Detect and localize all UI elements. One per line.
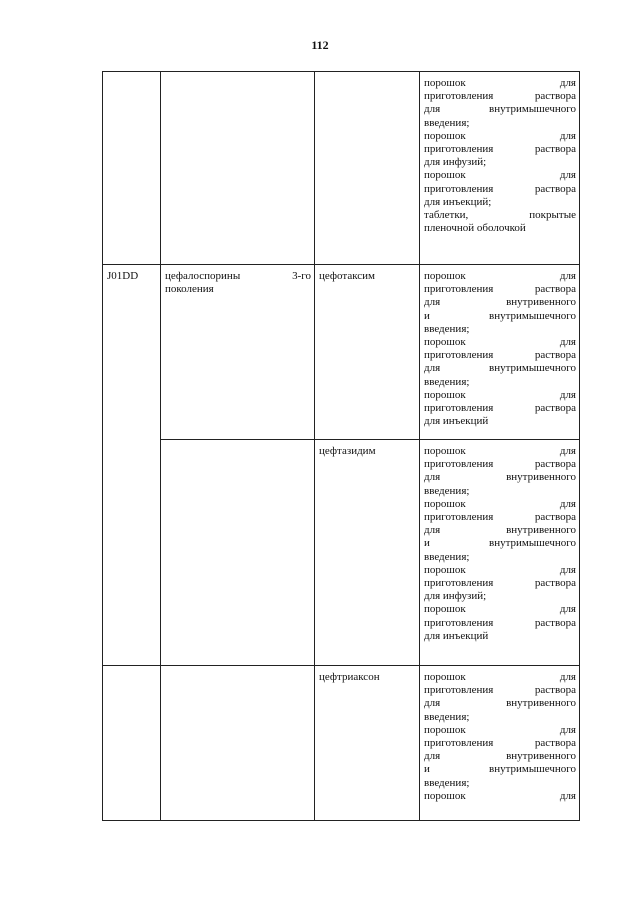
dosage-form-word: порошок bbox=[424, 723, 466, 736]
dosage-form-word: раствора bbox=[534, 402, 576, 415]
pharm-group-cell bbox=[161, 440, 315, 666]
dosage-form-word: раствора bbox=[534, 511, 576, 524]
dosage-form-word: порошок bbox=[424, 129, 466, 142]
dosage-form-word: для bbox=[559, 270, 576, 282]
dosage-form-word: для bbox=[559, 603, 576, 616]
dosage-form-word: для bbox=[559, 388, 576, 401]
dosage-forms-cell bbox=[420, 440, 580, 666]
dosage-form-line: введения; bbox=[424, 375, 470, 388]
drug-name-cell bbox=[315, 72, 420, 265]
dosage-form-word: внутривенного bbox=[506, 697, 576, 710]
dosage-form-word: и bbox=[424, 309, 430, 322]
dosage-form-line bbox=[424, 130, 576, 143]
dosage-form-word: порошок bbox=[424, 603, 466, 616]
atc-code-cell bbox=[103, 440, 161, 666]
dosage-form-word: для bbox=[559, 445, 576, 457]
dosage-form-word: приготовления bbox=[424, 577, 494, 590]
dosage-form-line bbox=[424, 310, 576, 323]
dosage-form-word: порошок bbox=[424, 445, 466, 457]
dosage-form-word: для bbox=[559, 336, 576, 349]
group-word: 3-го bbox=[292, 270, 311, 282]
dosage-form-line: введения; bbox=[424, 710, 470, 723]
dosage-form-line bbox=[424, 445, 576, 458]
dosage-form-word: порошок bbox=[424, 77, 466, 89]
dosage-form-line bbox=[424, 169, 576, 182]
dosage-form-line: для инъекций bbox=[424, 629, 489, 642]
dosage-form-word: раствора bbox=[534, 577, 576, 590]
dosage-form-word: для bbox=[424, 750, 441, 763]
drug-name-cell: цефтазидим bbox=[315, 440, 420, 666]
dosage-form-line bbox=[424, 283, 576, 296]
dosage-form-word: приготовления bbox=[424, 90, 494, 103]
dosage-form-word: для bbox=[559, 129, 576, 142]
dosage-form-line: введения; bbox=[424, 322, 470, 335]
drug-list-table bbox=[102, 71, 580, 821]
dosage-form-line bbox=[424, 103, 576, 116]
dosage-form-word: внутривенного bbox=[506, 471, 576, 484]
dosage-form-word: порошок bbox=[424, 497, 466, 510]
dosage-form-line: для инфузий; bbox=[424, 590, 487, 603]
dosage-form-word: приготовления bbox=[424, 349, 494, 362]
dosage-form-word: приготовления bbox=[424, 182, 494, 195]
dosage-form-line bbox=[424, 402, 576, 415]
dosage-form-word: раствора bbox=[534, 90, 576, 103]
dosage-form-line bbox=[424, 143, 576, 156]
pharm-group-cell bbox=[161, 666, 315, 821]
dosage-form-line bbox=[424, 209, 576, 222]
dosage-form-line bbox=[424, 471, 576, 484]
dosage-form-line bbox=[424, 362, 576, 375]
dosage-form-word: раствора bbox=[534, 283, 576, 296]
dosage-form-line bbox=[424, 524, 576, 537]
dosage-form-line bbox=[424, 90, 576, 103]
dosage-form-line bbox=[424, 697, 576, 710]
dosage-form-line: введения; bbox=[424, 116, 470, 129]
dosage-form-word: порошок bbox=[424, 388, 466, 401]
pharm-group-cell bbox=[161, 265, 315, 440]
atc-code-cell bbox=[103, 72, 161, 265]
dosage-forms-cell bbox=[420, 72, 580, 265]
dosage-form-word: порошок bbox=[424, 270, 466, 282]
dosage-form-word: покрытые bbox=[529, 209, 576, 222]
dosage-form-word: для bbox=[559, 169, 576, 182]
dosage-form-line bbox=[424, 603, 576, 616]
dosage-form-word: раствора bbox=[534, 737, 576, 750]
dosage-forms-cell bbox=[420, 666, 580, 821]
dosage-form-line: для инъекций bbox=[424, 415, 489, 428]
dosage-form-line bbox=[424, 564, 576, 577]
dosage-form-word: приготовления bbox=[424, 283, 494, 296]
group-word: цефалоспорины bbox=[165, 270, 241, 282]
dosage-form-word: приготовления bbox=[424, 737, 494, 750]
dosage-form-word: внутривенного bbox=[506, 296, 576, 309]
dosage-form-word: для bbox=[424, 103, 441, 116]
table-row bbox=[103, 265, 580, 440]
dosage-form-word: приготовления bbox=[424, 511, 494, 524]
dosage-form-word: приготовления bbox=[424, 402, 494, 415]
drug-name-cell: цефтриаксон bbox=[315, 666, 420, 821]
dosage-form-line bbox=[424, 77, 576, 90]
dosage-form-line bbox=[424, 296, 576, 309]
dosage-form-word: раствора bbox=[534, 616, 576, 629]
dosage-form-line bbox=[424, 511, 576, 524]
dosage-form-word: порошок bbox=[424, 169, 466, 182]
dosage-form-word: внутримышечного bbox=[489, 763, 576, 776]
dosage-form-word: внутримышечного bbox=[489, 537, 576, 550]
dosage-form-word: и bbox=[424, 763, 430, 776]
dosage-form-word: приготовления bbox=[424, 616, 494, 629]
dosage-forms-cell bbox=[420, 265, 580, 440]
dosage-form-line: пленочной оболочкой bbox=[424, 222, 526, 235]
dosage-form-word: раствора bbox=[534, 182, 576, 195]
dosage-form-line bbox=[424, 737, 576, 750]
dosage-form-word: для bbox=[424, 471, 441, 484]
dosage-form-word: для bbox=[559, 497, 576, 510]
dosage-form-word: приготовления bbox=[424, 143, 494, 156]
dosage-form-word: внутримышечного bbox=[489, 103, 576, 116]
dosage-form-line bbox=[424, 183, 576, 196]
dosage-form-line bbox=[424, 498, 576, 511]
dosage-form-word: порошок bbox=[424, 563, 466, 576]
dosage-form-word: внутримышечного bbox=[489, 362, 576, 375]
dosage-form-line bbox=[424, 336, 576, 349]
table-row bbox=[103, 666, 580, 821]
dosage-form-line: введения; bbox=[424, 550, 470, 563]
dosage-form-word: для bbox=[559, 671, 576, 683]
dosage-form-line bbox=[424, 389, 576, 402]
dosage-form-word: и bbox=[424, 537, 430, 550]
dosage-form-word: раствора bbox=[534, 458, 576, 471]
dosage-form-line bbox=[424, 349, 576, 362]
dosage-form-word: приготовления bbox=[424, 458, 494, 471]
dosage-form-word: порошок bbox=[424, 671, 466, 683]
dosage-form-line: введения; bbox=[424, 776, 470, 789]
dosage-form-word: порошок bbox=[424, 336, 466, 349]
dosage-form-word: раствора bbox=[534, 684, 576, 697]
table-row bbox=[103, 440, 580, 666]
dosage-form-line bbox=[424, 763, 576, 776]
dosage-form-word: раствора bbox=[534, 143, 576, 156]
page-number: 112 bbox=[311, 38, 329, 52]
dosage-form-line bbox=[424, 617, 576, 630]
table-body bbox=[103, 72, 580, 821]
dosage-form-word: приготовления bbox=[424, 684, 494, 697]
dosage-form-line bbox=[424, 270, 576, 283]
dosage-form-line bbox=[424, 790, 576, 803]
pharm-group-cell bbox=[161, 72, 315, 265]
table-row bbox=[103, 72, 580, 265]
dosage-form-line: для инфузий; bbox=[424, 156, 487, 169]
dosage-form-word: внутримышечного bbox=[489, 309, 576, 322]
dosage-form-word: внутривенного bbox=[506, 524, 576, 537]
dosage-form-line bbox=[424, 537, 576, 550]
dosage-form-line bbox=[424, 684, 576, 697]
dosage-form-word: порошок bbox=[424, 789, 466, 802]
dosage-form-word: для bbox=[559, 77, 576, 89]
dosage-form-line bbox=[424, 458, 576, 471]
group-word: поколения bbox=[165, 283, 214, 296]
dosage-form-word: для bbox=[424, 524, 441, 537]
dosage-form-word: для bbox=[424, 697, 441, 710]
dosage-form-line: введения; bbox=[424, 484, 470, 497]
dosage-form-word: для bbox=[559, 723, 576, 736]
dosage-form-line bbox=[424, 724, 576, 737]
dosage-form-line bbox=[424, 671, 576, 684]
dosage-form-word: раствора bbox=[534, 349, 576, 362]
dosage-form-word: внутривенного bbox=[506, 750, 576, 763]
dosage-form-word: для bbox=[559, 789, 576, 802]
drug-name-cell: цефотаксим bbox=[315, 265, 420, 440]
dosage-form-word: для bbox=[559, 563, 576, 576]
atc-code-cell bbox=[103, 666, 161, 821]
atc-code-cell: J01DD bbox=[103, 265, 161, 440]
dosage-form-line: для инъекций; bbox=[424, 195, 492, 208]
dosage-form-word: для bbox=[424, 296, 441, 309]
dosage-form-word: для bbox=[424, 362, 441, 375]
dosage-form-line bbox=[424, 750, 576, 763]
dosage-form-word: таблетки, bbox=[424, 209, 469, 222]
dosage-form-line bbox=[424, 577, 576, 590]
